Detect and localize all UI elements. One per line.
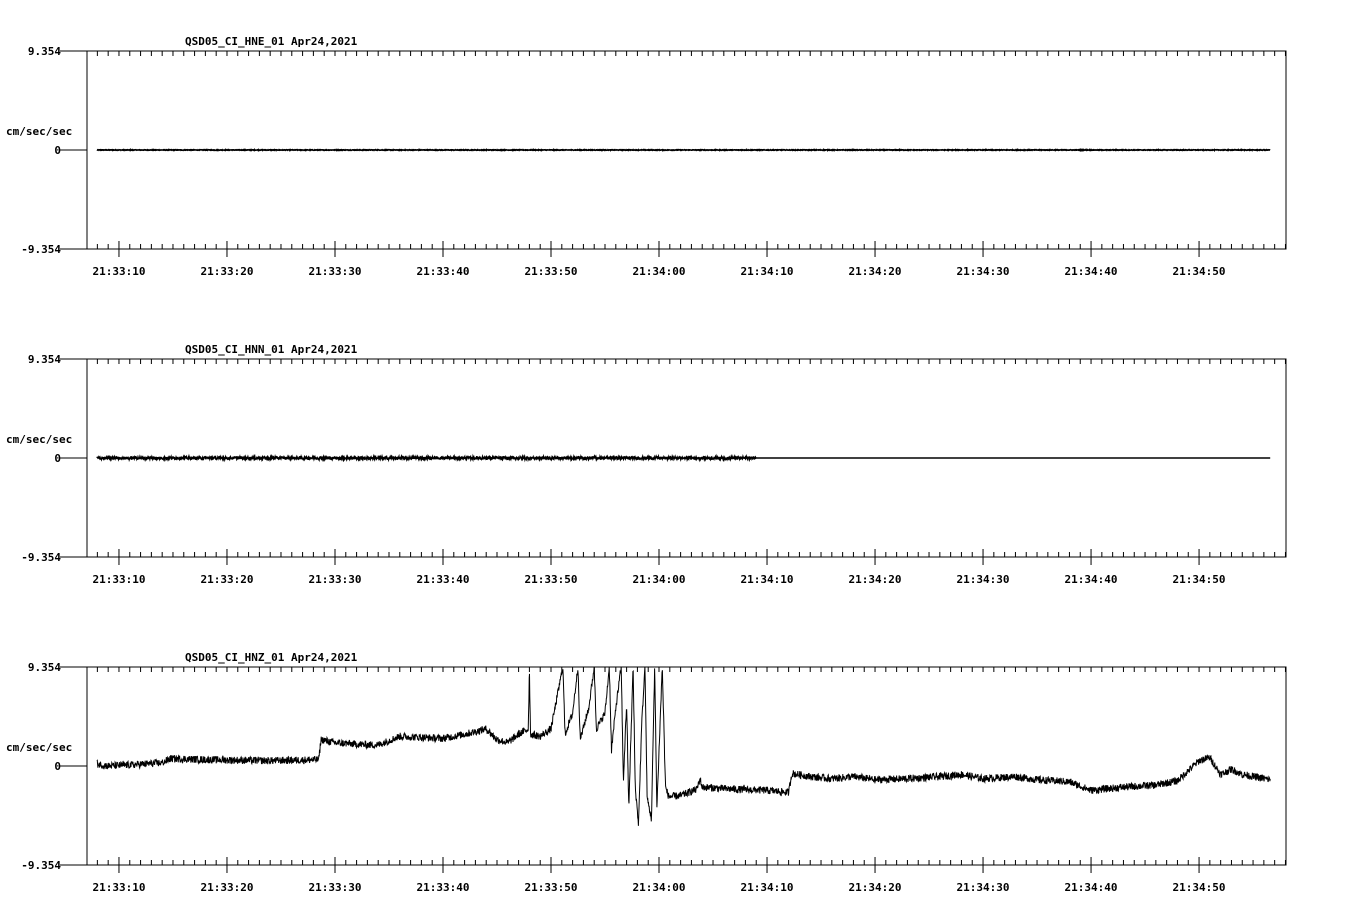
y-tick-label: 0 bbox=[54, 760, 61, 773]
x-tick-label: 21:34:30 bbox=[956, 265, 1010, 278]
panel-title: QSD05_CI_HNZ_01 Apr24,2021 bbox=[185, 651, 358, 664]
x-tick-label: 21:34:10 bbox=[740, 881, 794, 894]
x-tick-label: 21:34:40 bbox=[1064, 881, 1118, 894]
x-tick-label: 21:34:10 bbox=[740, 573, 794, 586]
x-tick-label: 21:34:40 bbox=[1064, 573, 1118, 586]
x-tick-label: 21:34:30 bbox=[956, 881, 1010, 894]
panel-title: QSD05_CI_HNN_01 Apr24,2021 bbox=[185, 343, 358, 356]
x-tick-label: 21:33:30 bbox=[308, 881, 362, 894]
y-tick-label: -9.354 bbox=[21, 859, 61, 872]
x-tick-label: 21:33:40 bbox=[416, 573, 470, 586]
x-tick-label: 21:33:20 bbox=[200, 881, 254, 894]
x-tick-label: 21:33:50 bbox=[524, 881, 578, 894]
x-tick-label: 21:34:50 bbox=[1172, 881, 1226, 894]
y-tick-label: 9.354 bbox=[27, 661, 61, 674]
x-tick-label: 21:34:50 bbox=[1172, 265, 1226, 278]
x-tick-label: 21:33:30 bbox=[308, 265, 362, 278]
x-tick-label: 21:34:20 bbox=[848, 881, 902, 894]
x-tick-label: 21:34:00 bbox=[632, 265, 686, 278]
x-tick-label: 21:33:10 bbox=[92, 573, 146, 586]
x-tick-label: 21:34:00 bbox=[632, 573, 686, 586]
x-tick-label: 21:34:20 bbox=[848, 265, 902, 278]
x-tick-label: 21:33:40 bbox=[416, 881, 470, 894]
plot-frame bbox=[87, 667, 1286, 865]
x-tick-label: 21:33:10 bbox=[92, 881, 146, 894]
trace-line bbox=[97, 667, 1270, 826]
y-tick-label: 9.354 bbox=[27, 45, 61, 58]
x-tick-label: 21:34:10 bbox=[740, 265, 794, 278]
panel-3 bbox=[6, 651, 1286, 894]
panel-1 bbox=[6, 35, 1286, 278]
x-tick-label: 21:33:20 bbox=[200, 265, 254, 278]
x-tick-label: 21:33:20 bbox=[200, 573, 254, 586]
y-axis-label: cm/sec/sec bbox=[6, 741, 73, 754]
trace-line bbox=[97, 150, 1270, 151]
y-axis-label: cm/sec/sec bbox=[6, 433, 73, 446]
x-tick-label: 21:34:20 bbox=[848, 573, 902, 586]
x-tick-label: 21:34:50 bbox=[1172, 573, 1226, 586]
x-tick-label: 21:33:30 bbox=[308, 573, 362, 586]
y-tick-label: 0 bbox=[54, 452, 61, 465]
y-tick-label: 0 bbox=[54, 144, 61, 157]
trace-line bbox=[97, 457, 1270, 460]
x-tick-label: 21:33:10 bbox=[92, 265, 146, 278]
y-tick-label: 9.354 bbox=[27, 353, 61, 366]
x-tick-label: 21:34:30 bbox=[956, 573, 1010, 586]
x-tick-label: 21:34:40 bbox=[1064, 265, 1118, 278]
x-tick-label: 21:33:40 bbox=[416, 265, 470, 278]
panel-title: QSD05_CI_HNE_01 Apr24,2021 bbox=[185, 35, 358, 48]
x-tick-label: 21:34:00 bbox=[632, 881, 686, 894]
panel-2 bbox=[6, 343, 1286, 586]
x-tick-label: 21:33:50 bbox=[524, 265, 578, 278]
y-axis-label: cm/sec/sec bbox=[6, 125, 73, 138]
x-tick-label: 21:33:50 bbox=[524, 573, 578, 586]
y-tick-label: -9.354 bbox=[21, 551, 61, 564]
y-tick-label: -9.354 bbox=[21, 243, 61, 256]
